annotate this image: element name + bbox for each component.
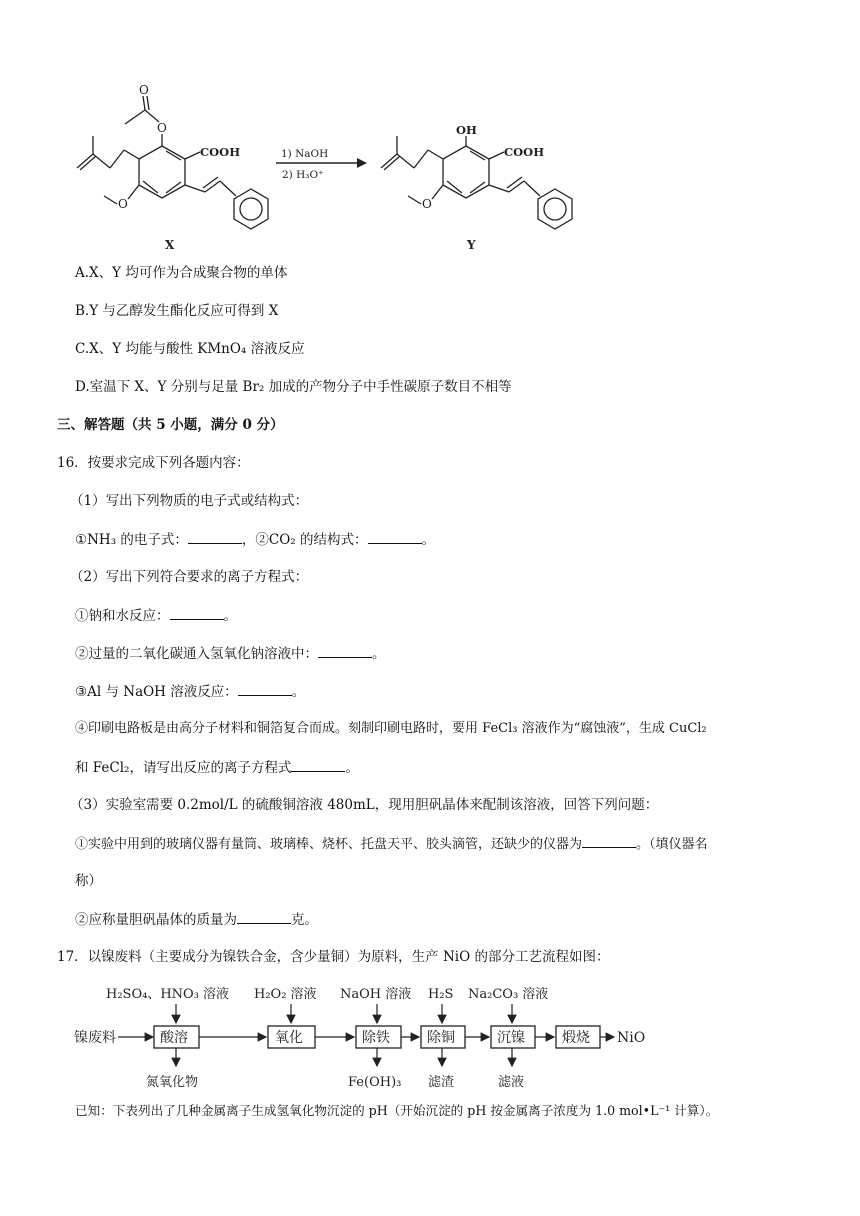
option-d <box>75 377 512 397</box>
output-fe-oh3: Fe(OH)₃ <box>348 1075 402 1090</box>
q16-part3-item1-line2: 称） <box>75 873 102 889</box>
al-naoh-blank[interactable] <box>238 681 292 696</box>
y-atom-o: O <box>422 197 432 211</box>
q16-part3-item2 <box>75 909 318 930</box>
molecule-x <box>77 96 268 229</box>
q16-part1-items <box>75 529 435 550</box>
raw-material: 镍废料 <box>74 1030 116 1046</box>
step-precipitate-nickel: 沉镍 <box>497 1030 525 1046</box>
q16-part2-item1 <box>75 605 237 626</box>
q16-part2-item4-line1: ④印刷电路板是由高分子材料和铜箔复合而成。刻制印刷电路时，要用 FeCl₃ 溶液作为“腐蚀液”，生成 CuCl₂ <box>75 721 707 736</box>
step-remove-iron: 除铁 <box>362 1030 390 1046</box>
line-end: 。 <box>223 608 237 624</box>
line-end: 。 <box>345 760 359 776</box>
option-b <box>75 301 278 321</box>
output-nox: 氮氧化物 <box>146 1075 199 1090</box>
option-b-text: Y 与乙醇发生酯化反应可得到 X <box>89 303 279 319</box>
option-d-text: 室温下 X、Y 分别与足量 Br₂ 加成的产物分子中手性碳原子数目不相等 <box>89 379 512 395</box>
nh3-prompt: ①NH₃ 的电子式： <box>75 532 188 548</box>
al-naoh-prompt: ③Al 与 NaOH 溶液反应： <box>75 684 238 700</box>
q16-stem: 16．按要求完成下列各题内容： <box>57 455 250 471</box>
product-nio: NiO <box>617 1030 646 1046</box>
mass-prompt: ②应称量胆矾晶体的质量为 <box>75 912 237 928</box>
option-b-letter: B. <box>75 303 90 319</box>
y-label: Y <box>467 238 476 252</box>
option-c-text: X、Y 均能与酸性 KMnO₄ 溶液反应 <box>89 341 305 357</box>
q16-part2-item3 <box>75 681 305 702</box>
output-residue: 滤渣 <box>428 1075 455 1090</box>
line-end: 。 <box>372 646 386 662</box>
x-atom-o3: O <box>118 197 128 211</box>
na-water-blank[interactable] <box>170 605 224 620</box>
option-a <box>75 263 287 283</box>
q16-part2: （2）写出下列符合要求的离子方程式： <box>70 569 309 585</box>
q16-part1: （1）写出下列物质的电子式或结构式： <box>70 493 309 509</box>
option-d-letter: D. <box>75 379 90 395</box>
q16-part3-item1-line1 <box>75 833 708 855</box>
reaction-scheme <box>0 0 860 260</box>
option-a-text: X、Y 均可作为合成聚合物的单体 <box>89 265 288 281</box>
q16-part3: （3）实验室需要 0.2mol/L 的硫酸铜溶液 480mL，现用胆矾晶体来配制该溶液，回答下列问题： <box>70 797 659 813</box>
nh3-answer-blank[interactable] <box>188 529 242 544</box>
input-h2o2: H₂O₂ 溶液 <box>254 987 317 1002</box>
step-calcine: 煅烧 <box>562 1030 590 1046</box>
q17-known: 已知：下表列出了几种金属离子生成氢氧化物沉淀的 pH（开始沉淀的 pH 按金属离子浓度为 1.0 mol•L⁻¹ 计算）。 <box>75 1103 719 1118</box>
step-oxidize: 氧化 <box>275 1030 303 1046</box>
option-c-letter: C. <box>75 341 90 357</box>
input-acid: H₂SO₄、HNO₃ 溶液 <box>106 987 230 1002</box>
instrument-prompt: ①实验中用到的玻璃仪器有量筒、玻璃棒、烧杯、托盘天平、胶头滴管，还缺少的仪器为 <box>75 837 583 852</box>
input-na2co3: Na₂CO₃ 溶液 <box>468 987 549 1002</box>
step-remove-copper: 除铜 <box>427 1030 455 1046</box>
x-label: X <box>165 238 175 252</box>
section-heading: 三、解答题（共 5 小题，满分 0 分） <box>57 417 284 433</box>
option-a-letter: A. <box>75 265 90 281</box>
reagent-1: 1) NaOH <box>281 148 329 160</box>
q17-stem: 17．以镍废料（主要成分为镍铁合金，含少量铜）为原料，生产 NiO 的部分工艺流程如图： <box>57 949 610 965</box>
q16-part2-item2 <box>75 643 386 664</box>
mass-unit: 克。 <box>291 912 318 928</box>
option-c <box>75 339 305 359</box>
mass-blank[interactable] <box>237 909 291 924</box>
line-end: 。 <box>291 684 306 700</box>
input-naoh: NaOH 溶液 <box>340 987 412 1002</box>
co2-prompt: ，②CO₂ 的结构式： <box>241 532 368 548</box>
y-oh: OH <box>456 123 477 137</box>
co2-answer-blank[interactable] <box>368 529 422 544</box>
instrument-suffix: 。（填仪器名 <box>636 837 708 852</box>
reagent-2: 2) H₃O⁺ <box>282 169 324 181</box>
instrument-blank[interactable] <box>582 833 636 848</box>
q16-part2-item4-line2 <box>75 757 359 778</box>
step-acid-dissolve: 酸溶 <box>160 1030 188 1046</box>
line-end: 。 <box>421 532 436 548</box>
x-atom-o2: O <box>157 121 167 135</box>
fecl3-prompt: 和 FeCl₂，请写出反应的离子方程式 <box>75 760 292 776</box>
x-cooh: COOH <box>200 145 241 159</box>
co2-naoh-blank[interactable] <box>318 643 372 658</box>
x-atom-o1: O <box>139 83 149 97</box>
process-flowchart <box>0 976 860 1096</box>
fecl3-blank[interactable] <box>291 757 345 772</box>
output-filtrate: 滤液 <box>498 1075 525 1090</box>
co2-naoh-prompt: ②过量的二氧化碳通入氢氧化钠溶液中： <box>75 646 318 662</box>
input-h2s: H₂S <box>428 987 454 1002</box>
na-water-prompt: ①钠和水反应： <box>75 608 170 624</box>
y-cooh: COOH <box>504 145 545 159</box>
